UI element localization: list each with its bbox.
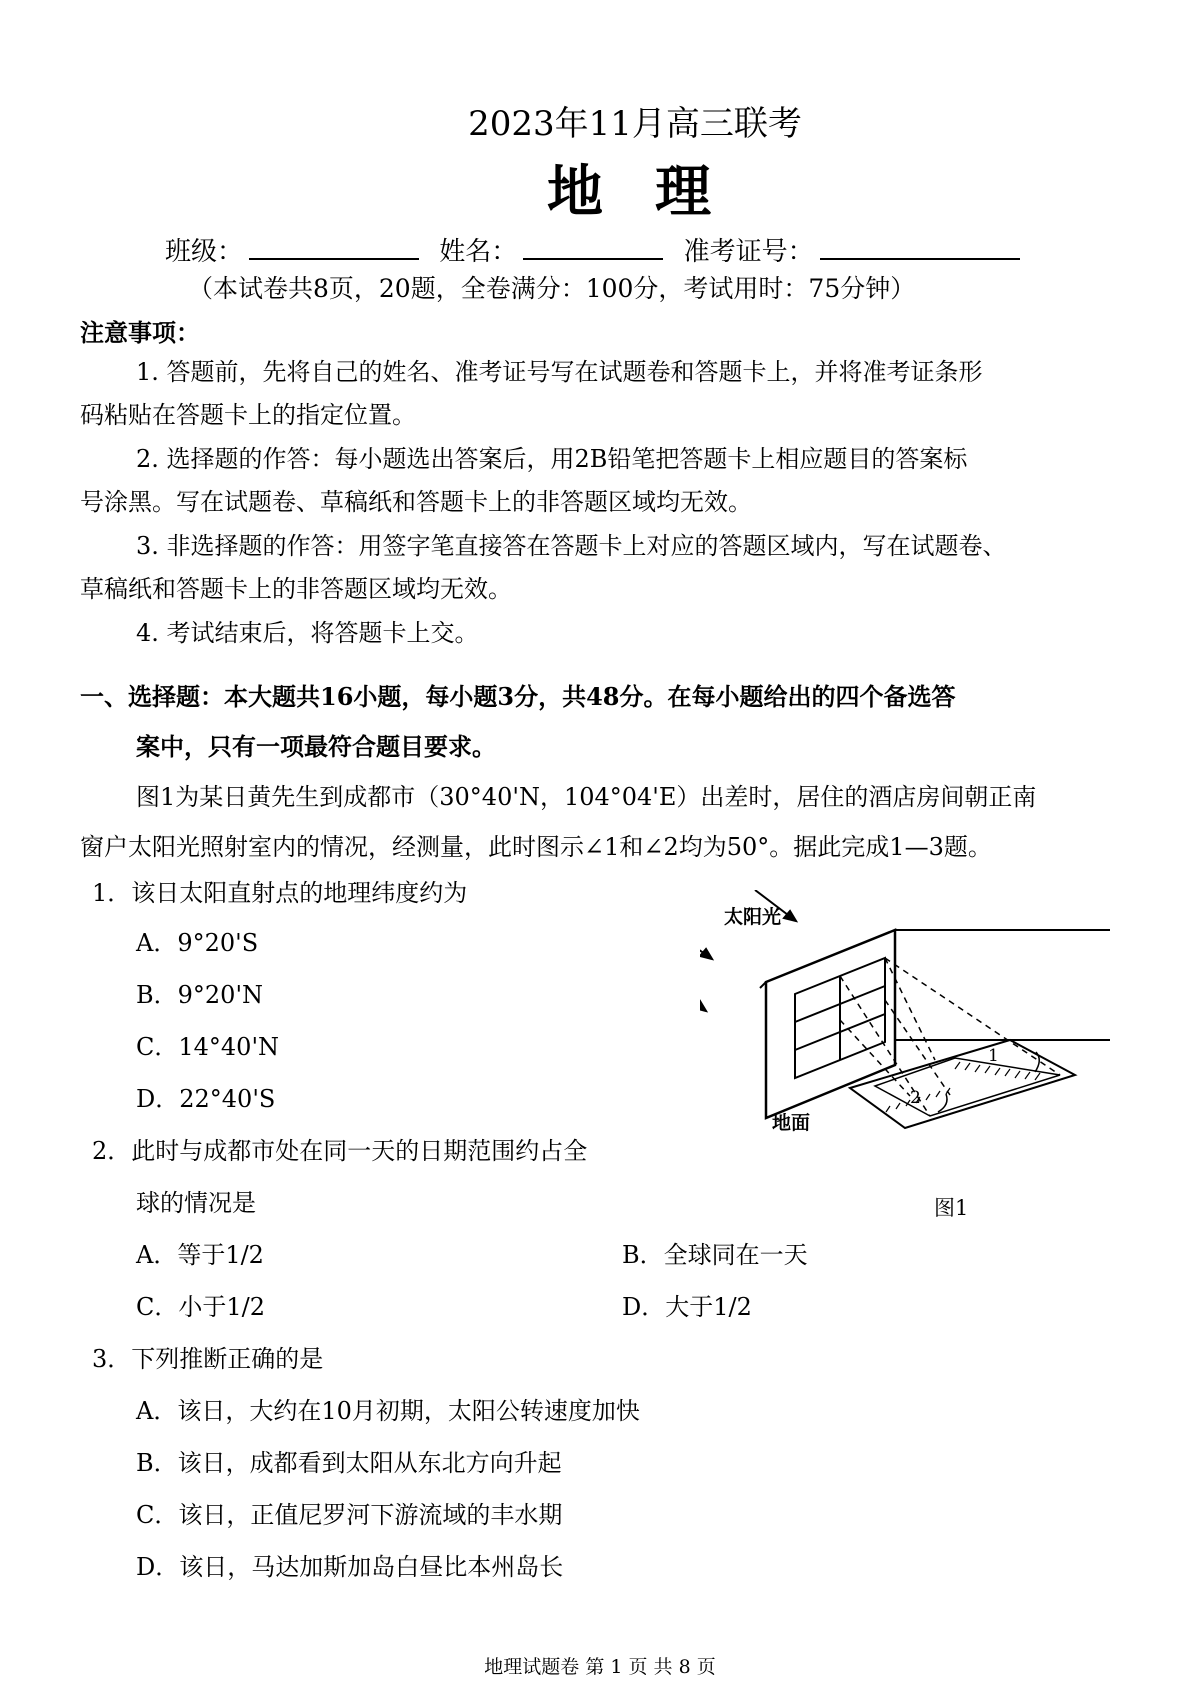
notice-item-2-line2: 号涂黑。写在试题卷、草稿纸和答题卡上的非答题区域均无效。 <box>80 488 752 516</box>
angle-2-label: 2 <box>910 1088 921 1108</box>
exam-number-label: 准考证号： <box>683 237 814 267</box>
q2-option-b[interactable]: B．全球同在一天 <box>622 1241 808 1269</box>
notice-heading: 注意事项： <box>80 318 200 347</box>
notice-item-3-line2: 草稿纸和答题卡上的非答题区域均无效。 <box>80 575 512 603</box>
q2-stem-line1: 2．此时与成都市处在同一天的日期范围约占全 <box>92 1137 588 1165</box>
q2-option-d[interactable]: D．大于1/2 <box>622 1293 752 1321</box>
q3-option-c[interactable]: C．该日，正值尼罗河下游流域的丰水期 <box>136 1501 563 1529</box>
notice-item-1-line1: 1. 答题前，先将自己的姓名、准考证号写在试题卷和答题卡上，并将准考证条形 <box>136 358 983 386</box>
class-blank[interactable] <box>249 230 419 260</box>
q1-option-a[interactable]: A．9°20'S <box>136 929 259 957</box>
q2-option-c[interactable]: C．小于1/2 <box>136 1293 265 1321</box>
intro-line1: 图1为某日黄先生到成都市（30°40'N，104°04'E）出差时，居住的酒店房间朝正南 <box>136 783 1037 811</box>
exam-info: （本试卷共8页，20题，全卷满分：100分，考试用时：75分钟） <box>188 274 916 303</box>
notice-item-3-line1: 3. 非选择题的作答：用签字笔直接答在答题卡上对应的答题区域内，写在试题卷、 <box>136 532 1007 560</box>
q2-option-a[interactable]: A．等于1/2 <box>136 1241 264 1269</box>
notice-item-2-line1: 2. 选择题的作答：每小题选出答案后，用2B铅笔把答题卡上相应题目的答案标 <box>136 445 968 473</box>
subject-title: 地理 <box>547 160 763 225</box>
intro-line2: 窗户太阳光照射室内的情况，经测量，此时图示∠1和∠2均为50°。据此完成1—3题。 <box>80 833 992 861</box>
sunlight-label: 太阳光 <box>724 906 782 928</box>
figure-caption: 图1 <box>934 1196 969 1220</box>
exam-number-blank[interactable] <box>820 230 1020 260</box>
q1-option-b[interactable]: B．9°20'N <box>136 981 264 1009</box>
q1-option-c[interactable]: C．14°40'N <box>136 1033 280 1061</box>
class-label: 班级： <box>165 237 244 267</box>
name-blank[interactable] <box>523 230 663 260</box>
ground-label: 地面 <box>772 1112 811 1134</box>
q3-option-b[interactable]: B．该日，成都看到太阳从东北方向升起 <box>136 1449 562 1477</box>
exam-title: 2023年11月高三联考 <box>468 104 802 144</box>
student-info-row <box>165 230 1026 270</box>
page-footer: 地理试题卷 第 1 页 共 8 页 <box>484 1656 716 1678</box>
name-label: 姓名： <box>439 237 518 267</box>
notice-item-1-line2: 码粘贴在答题卡上的指定位置。 <box>80 401 416 429</box>
q3-option-a[interactable]: A．该日，大约在10月初期，太阳公转速度加快 <box>136 1397 640 1425</box>
q1-stem: 1．该日太阳直射点的地理纬度约为 <box>92 879 468 907</box>
q2-stem-line2: 球的情况是 <box>136 1189 256 1217</box>
q1-option-d[interactable]: D．22°40'S <box>136 1085 276 1113</box>
q3-option-d[interactable]: D．该日，马达加斯加岛白昼比本州岛长 <box>136 1553 564 1581</box>
section-heading-line2: 案中，只有一项最符合题目要求。 <box>136 732 496 761</box>
notice-item-4: 4. 考试结束后，将答题卡上交。 <box>136 619 479 647</box>
q3-stem: 3．下列推断正确的是 <box>92 1345 324 1373</box>
angle-1-label: 1 <box>988 1046 999 1066</box>
section-heading-line1: 一、选择题：本大题共16小题，每小题3分，共48分。在每小题给出的四个备选答 <box>80 682 956 711</box>
